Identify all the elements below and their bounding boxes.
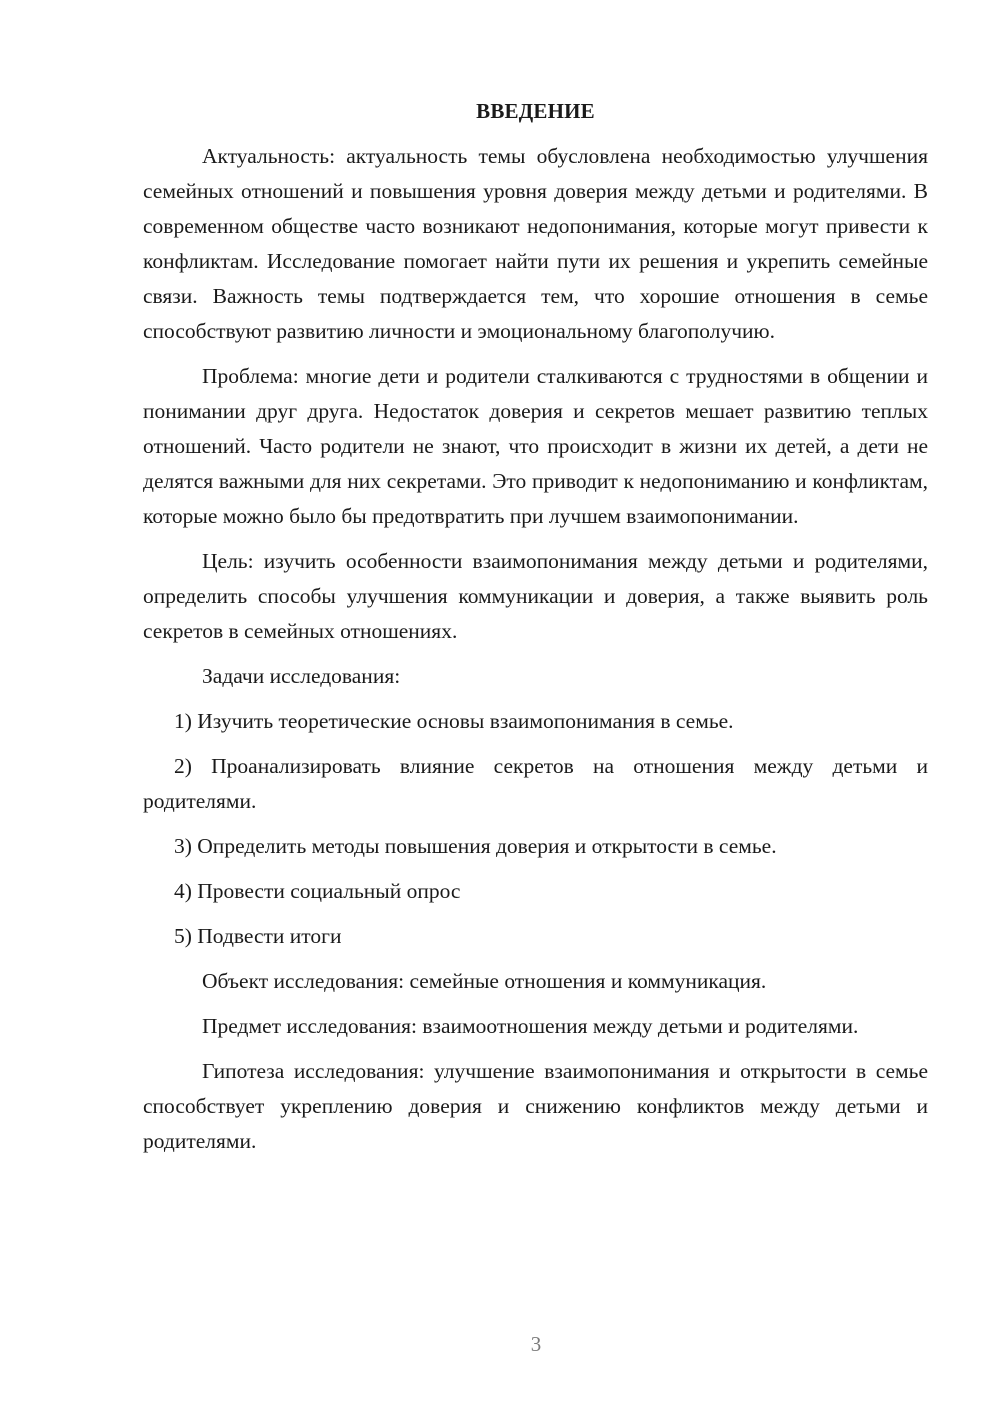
problem-paragraph: Проблема: многие дети и родители сталкиваются с трудностями в общении и понимании друг друга. Недостаток доверия и секретов мешает развитию теплых отношений. Часто родители не знают, что происходит в жизни их детей, а дети не делятся важными для них секретами. Это приводит к недопониманию и конфликтам, которые можно было бы предотвратить при лучшем взаимопонимании. (143, 364, 928, 528)
document-body (143, 94, 928, 1169)
section-title: ВВЕДЕНИЕ (476, 99, 595, 123)
tasks-heading: Задачи исследования: (202, 664, 401, 688)
task-item: 2) Проанализировать влияние секретов на отношения между детьми и родителями. (143, 754, 928, 813)
task-item: 5) Подвести итоги (174, 924, 342, 948)
task-item: 1) Изучить теоретические основы взаимопонимания в семье. (174, 709, 734, 733)
hypothesis-paragraph: Гипотеза исследования: улучшение взаимопонимания и открытости в семье способствует укреплению доверия и снижению конфликтов между детьми и родителями. (143, 1059, 928, 1153)
goal-paragraph: Цель: изучить особенности взаимопонимания между детьми и родителями, определить способы улучшения коммуникации и доверия, а также выявить роль секретов в семейных отношениях. (143, 549, 928, 643)
relevance-paragraph: Актуальность: актуальность темы обусловлена необходимостью улучшения семейных отношений и повышения уровня доверия между детьми и родителями. В современном обществе часто возникают недопонимания, которые могут привести к конфликтам. Исследование помогает найти пути их решения и укрепить семейные связи. Важность темы подтверждается тем, что хорошие отношения в семье способствуют развитию личности и эмоциональному благополучию. (143, 144, 928, 343)
subject-paragraph: Предмет исследования: взаимоотношения между детьми и родителями. (202, 1014, 859, 1038)
task-item: 3) Определить методы повышения доверия и открытости в семье. (174, 834, 777, 858)
task-item: 4) Провести социальный опрос (174, 879, 461, 903)
object-paragraph: Объект исследования: семейные отношения и коммуникация. (202, 969, 767, 993)
page-number: 3 (530, 1332, 542, 1356)
